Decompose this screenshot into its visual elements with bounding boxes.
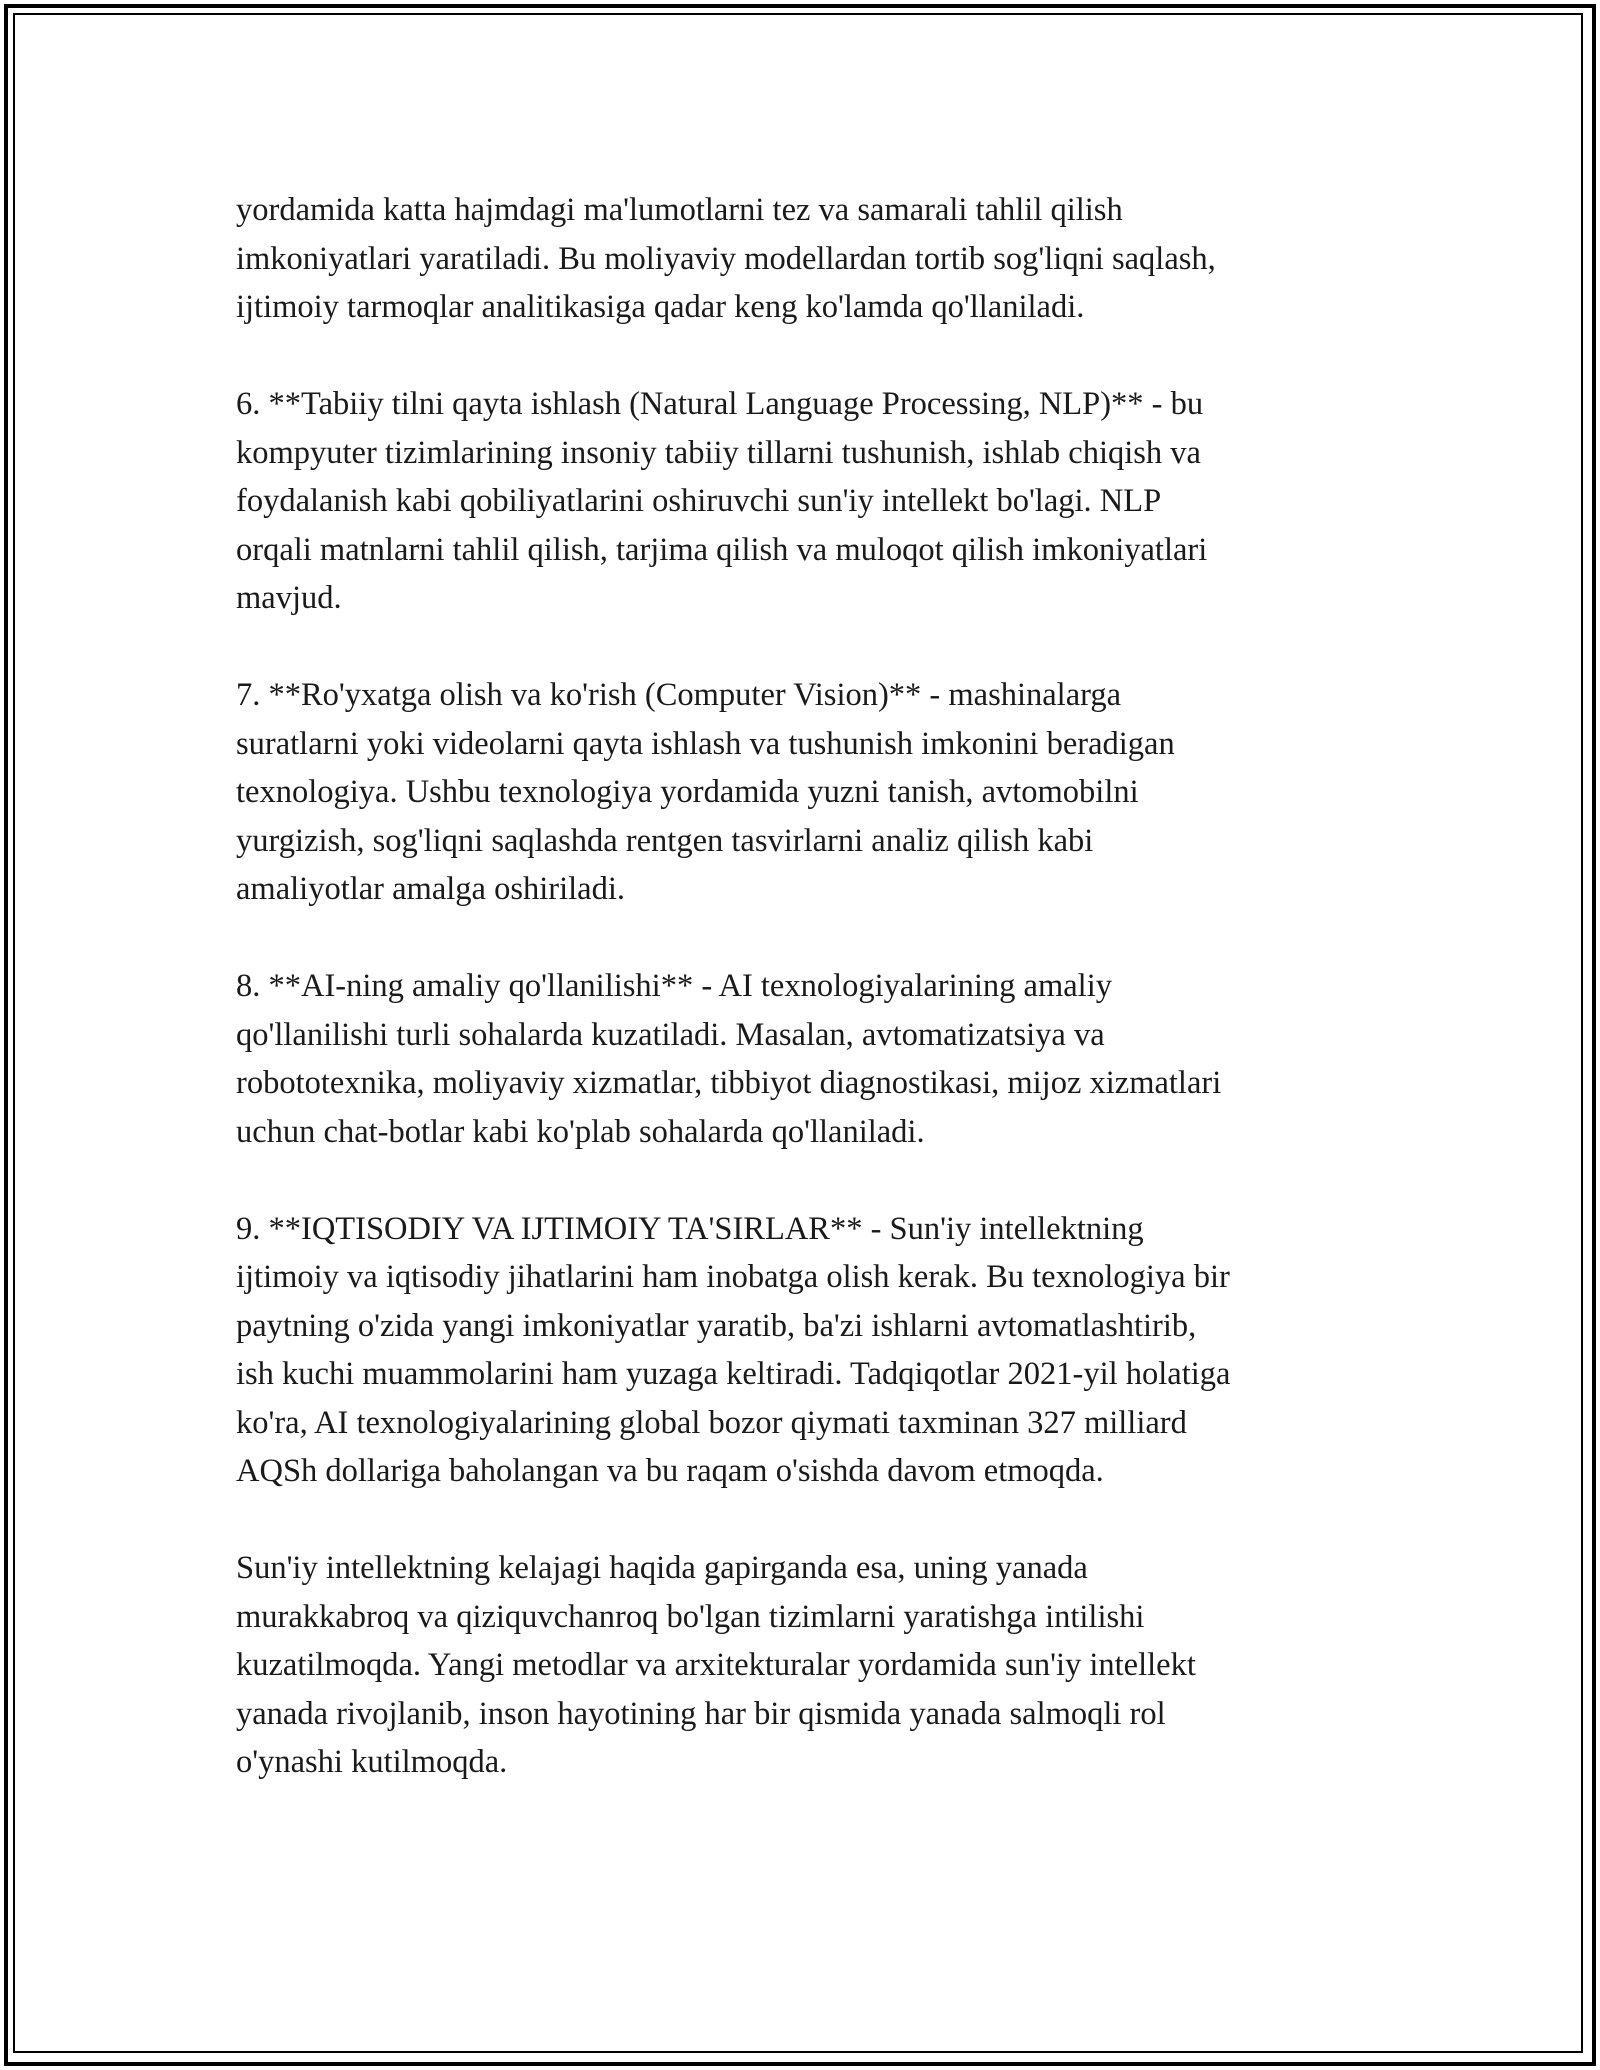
text-line: ko'ra, AI texnologiyalarining global bozor qiymati taxminan 327 milliard [236, 1404, 1187, 1441]
text-line: 6. **Tabiiy tilni qayta ishlash (Natural Language Processing, NLP)** - bu [236, 386, 1204, 422]
document-body [236, 186, 1376, 1835]
text-line: paytning o'zida yangi imkoniyatlar yaratib, ba'zi ishlarni avtomatlashtirib, [236, 1307, 1197, 1344]
paragraph-intro-continuation [236, 186, 1376, 332]
text-line: foydalanish kabi qobiliyatlarini oshiruvchi sun'iy intellekt bo'lagi. NLP [236, 483, 1162, 519]
text-line: 9. **IQTISODIY VA IJTIMOIY TA'SIRLAR** - Sun'iy intellektning [236, 1210, 1144, 1247]
text-line: Sun'iy intellektning kelajagi haqida gapirganda esa, uning yanada [236, 1550, 1088, 1586]
text-line: kompyuter tizimlarining insoniy tabiiy tillarni tushunish, ishlab chiqish va [236, 434, 1201, 471]
text-line: 8. **AI-ning amaliy qo'llanilishi** - AI texnologiyalarining amaliy [236, 968, 1112, 1004]
text-line: qo'llanilishi turli sohalarda kuzatiladi. Masalan, avtomatizatsiya va [236, 1016, 1105, 1053]
text-line: o'ynashi kutilmoqda. [236, 1744, 508, 1780]
text-line: mavjud. [236, 580, 342, 616]
text-line: AQSh dollariga baholangan va bu raqam o'sishda davom etmoqda. [236, 1453, 1104, 1489]
text-line: ijtimoiy tarmoqlar analitikasiga qadar keng ko'lamda qo'llaniladi. [236, 289, 1085, 325]
text-line: ijtimoiy va iqtisodiy jihatlarini ham inobatga olish kerak. Bu texnologiya bir [236, 1259, 1230, 1295]
text-line: ish kuchi muammolarini ham yuzaga keltiradi. Tadqiqotlar 2021-yil holatiga [236, 1356, 1231, 1392]
text-line: 7. **Ro'yxatga olish va ko'rish (Computer Vision)** - mashinalarga [236, 677, 1122, 713]
text-line: amaliyotlar amalga oshiriladi. [236, 871, 625, 907]
paragraph-item-8-applications [236, 962, 1376, 1156]
text-line: orqali matnlarni tahlil qilish, tarjima qilish va muloqot qilish imkoniyatlari [236, 531, 1208, 568]
text-line: kuzatilmoqda. Yangi metodlar va arxitekturalar yordamida sun'iy intellekt [236, 1647, 1196, 1683]
paragraph-item-9-impacts [236, 1205, 1376, 1496]
paragraph-item-6-nlp [236, 380, 1376, 623]
text-line: robototexnika, moliyaviy xizmatlar, tibbiyot diagnostikasi, mijoz xizmatlari [236, 1065, 1222, 1101]
text-line: yordamida katta hajmdagi ma'lumotlarni tez va samarali tahlil qilish [236, 192, 1123, 228]
text-line: imkoniyatlari yaratiladi. Bu moliyaviy modellardan tortib sog'liqni saqlash, [236, 240, 1216, 277]
text-line: yanada rivojlanib, inson hayotining har bir qismida yanada salmoqli rol [236, 1695, 1166, 1732]
paragraph-conclusion [236, 1544, 1376, 1787]
text-line: suratlarni yoki videolarni qayta ishlash va tushunish imkonini beradigan [236, 725, 1175, 762]
text-line: uchun chat-botlar kabi ko'plab sohalarda qo'llaniladi. [236, 1113, 925, 1150]
text-line: murakkabroq va qiziquvchanroq bo'lgan tizimlarni yaratishga intilishi [236, 1598, 1145, 1635]
text-line: texnologiya. Ushbu texnologiya yordamida yuzni tanish, avtomobilni [236, 774, 1139, 810]
paragraph-item-7-computer-vision [236, 671, 1376, 914]
text-line: yurgizish, sog'liqni saqlashda rentgen tasvirlarni analiz qilish kabi [236, 822, 1094, 859]
